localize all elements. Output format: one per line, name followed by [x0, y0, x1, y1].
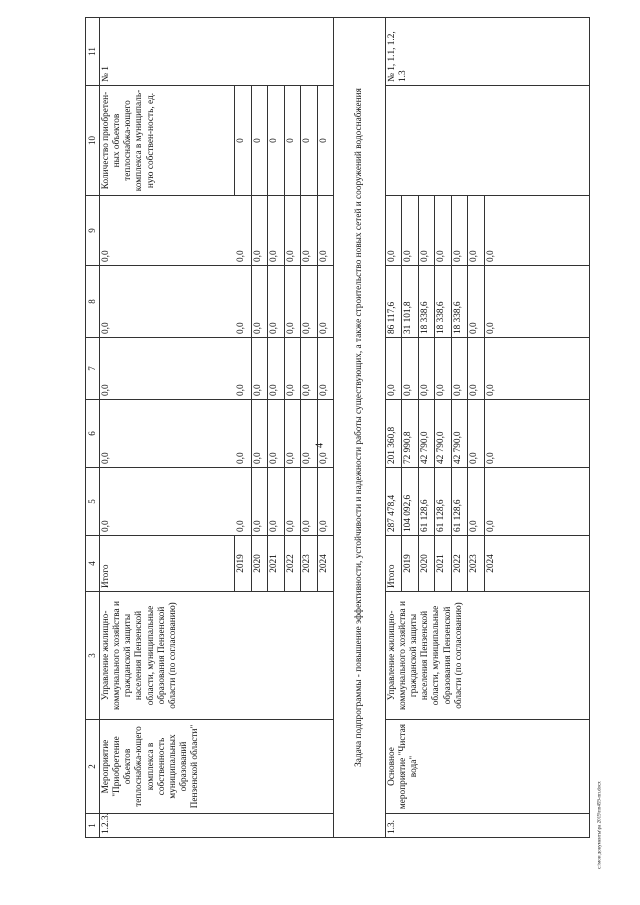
value-cell: 0,0	[235, 468, 252, 536]
value-cell: 287 478,4	[385, 468, 402, 536]
task-row	[334, 18, 385, 838]
value-cell: 0,0	[301, 266, 318, 338]
total-label: Итого	[385, 536, 402, 592]
value-cell: 0,0	[251, 400, 268, 468]
col-num-8: 8	[86, 266, 100, 338]
value-cell: 0,0	[317, 338, 334, 400]
col-num-7: 7	[86, 338, 100, 400]
value-cell: 0,0	[284, 400, 301, 468]
value-cell: 0,0	[435, 338, 452, 400]
table-row	[100, 18, 235, 838]
total-label: Итого	[100, 536, 235, 592]
subprogram-task: Задача подпрограммы - повышение эффективности, устойчивости и надежности работы существующих, а также строительство новых сетей и сооружений водоснабжения	[334, 18, 385, 838]
value-cell: 0,0	[385, 338, 402, 400]
column-number-row	[86, 18, 100, 838]
value-cell: 0,0	[235, 266, 252, 338]
value-cell: 0,0	[435, 196, 452, 266]
col-num-11: 11	[86, 18, 100, 86]
year-cell: 2022	[284, 536, 301, 592]
program-table	[85, 17, 590, 838]
total-value: 0,0	[100, 400, 235, 468]
year-cell: 2019	[235, 536, 252, 592]
col-num-2: 2	[86, 720, 100, 814]
year-cell: 2023	[301, 536, 318, 592]
value-cell: 0,0	[251, 468, 268, 536]
value-cell: 0,0	[484, 338, 589, 400]
value-cell: 0,0	[235, 196, 252, 266]
value-cell: 0,0	[468, 266, 485, 338]
total-value: 0,0	[100, 196, 235, 266]
value-cell: 0,0	[451, 196, 468, 266]
value-cell: 18 338,6	[451, 266, 468, 338]
col-num-9: 9	[86, 196, 100, 266]
value-cell: 0,0	[484, 266, 589, 338]
value-cell: 0,0	[468, 468, 485, 536]
value-cell: 0,0	[301, 468, 318, 536]
indicator-empty	[385, 86, 589, 196]
value-cell: 0,0	[268, 400, 285, 468]
value-cell: 61 128,6	[418, 468, 435, 536]
value-cell: 0,0	[268, 266, 285, 338]
value-cell: 0,0	[301, 338, 318, 400]
value-cell: 18 338,6	[418, 266, 435, 338]
indicator-value: 0	[235, 86, 252, 196]
value-cell: 0,0	[284, 196, 301, 266]
value-cell: 0,0	[317, 266, 334, 338]
col-num-4: 4	[86, 536, 100, 592]
year-cell: 2021	[268, 536, 285, 592]
indicator-value: 0	[317, 86, 334, 196]
row-number: 1.3.	[385, 814, 589, 838]
value-cell: 201 360,8	[385, 400, 402, 468]
col-num-3: 3	[86, 592, 100, 720]
value-cell: 0,0	[468, 338, 485, 400]
event-name: Мероприятие "Приобретение объектов теплоснабжа-ющего комплекса в собственность муниципальных образований Пензенской области"	[100, 720, 334, 814]
year-cell: 2022	[451, 536, 468, 592]
indicator-link: № 1	[100, 18, 334, 86]
value-cell: 0,0	[451, 338, 468, 400]
value-cell: 0,0	[317, 196, 334, 266]
year-cell: 2020	[418, 536, 435, 592]
value-cell: 0,0	[484, 400, 589, 468]
value-cell: 0,0	[484, 468, 589, 536]
value-cell: 86 117,6	[385, 266, 402, 338]
total-value: 0,0	[100, 266, 235, 338]
value-cell: 0,0	[418, 338, 435, 400]
value-cell: 0,0	[284, 468, 301, 536]
value-cell: 61 128,6	[451, 468, 468, 536]
value-cell: 0,0	[385, 196, 402, 266]
total-value: 0,0	[100, 338, 235, 400]
value-cell: 0,0	[468, 196, 485, 266]
page-number: 4	[314, 443, 326, 448]
col-num-10: 10	[86, 86, 100, 196]
value-cell: 42 790,0	[418, 400, 435, 468]
value-cell: 0,0	[402, 338, 419, 400]
executor: Управление жилищно-коммунального хозяйства и гражданской защиты населения Пензенской области, муниципальные образования Пензенской области (по согласованию)	[385, 592, 589, 720]
value-cell: 0,0	[484, 196, 589, 266]
value-cell: 31 101,8	[402, 266, 419, 338]
value-cell: 0,0	[317, 468, 334, 536]
value-cell: 0,0	[251, 196, 268, 266]
rotated-table-area	[85, 18, 590, 838]
value-cell: 0,0	[284, 338, 301, 400]
value-cell: 0,0	[251, 266, 268, 338]
value-cell: 0,0	[268, 196, 285, 266]
value-cell: 104 092,6	[402, 468, 419, 536]
value-cell: 0,0	[268, 468, 285, 536]
value-cell: 0,0	[301, 400, 318, 468]
value-cell: 0,0	[317, 400, 334, 468]
value-cell: 0,0	[235, 400, 252, 468]
value-cell: 0,0	[402, 196, 419, 266]
indicator-value: 0	[301, 86, 318, 196]
value-cell: 0,0	[284, 266, 301, 338]
footer-file-path: c:\мои документы\ра 2019\пп459-пп.docx	[597, 781, 603, 869]
value-cell: 0,0	[251, 338, 268, 400]
executor: Управление жилищно-коммунального хозяйства и гражданской защиты населения Пензенской области, муниципальные образования Пензенской области (по согласованию)	[100, 592, 334, 720]
indicator-value: 0	[251, 86, 268, 196]
indicator-value: 0	[284, 86, 301, 196]
value-cell: 0,0	[301, 196, 318, 266]
value-cell: 42 790,0	[451, 400, 468, 468]
year-cell: 2024	[484, 536, 589, 592]
value-cell: 0,0	[418, 196, 435, 266]
year-cell: 2019	[402, 536, 419, 592]
col-num-5: 5	[86, 468, 100, 536]
value-cell: 0,0	[468, 400, 485, 468]
table-row	[385, 18, 402, 838]
col-num-1: 1	[86, 814, 100, 838]
value-cell: 61 128,6	[435, 468, 452, 536]
indicator-value: 0	[268, 86, 285, 196]
event-name: Основное мероприятие "Чистая вода"	[385, 720, 589, 814]
total-value: 0,0	[100, 468, 235, 536]
value-cell: 0,0	[268, 338, 285, 400]
indicator-name: Количество приобретен-ных объектов теплоснабжа-ющего комплекса в муниципаль-ную собствен-ность, ед.	[100, 86, 235, 196]
indicator-link: № 1, 1.1, 1.2, 1.3	[385, 18, 589, 86]
value-cell: 0,0	[235, 338, 252, 400]
value-cell: 18 338,6	[435, 266, 452, 338]
year-cell: 2023	[468, 536, 485, 592]
col-num-6: 6	[86, 400, 100, 468]
value-cell: 72 990,8	[402, 400, 419, 468]
value-cell: 42 790,0	[435, 400, 452, 468]
row-number: 1.2.3.	[100, 814, 334, 838]
year-cell: 2021	[435, 536, 452, 592]
year-cell: 2020	[251, 536, 268, 592]
year-cell: 2024	[317, 536, 334, 592]
